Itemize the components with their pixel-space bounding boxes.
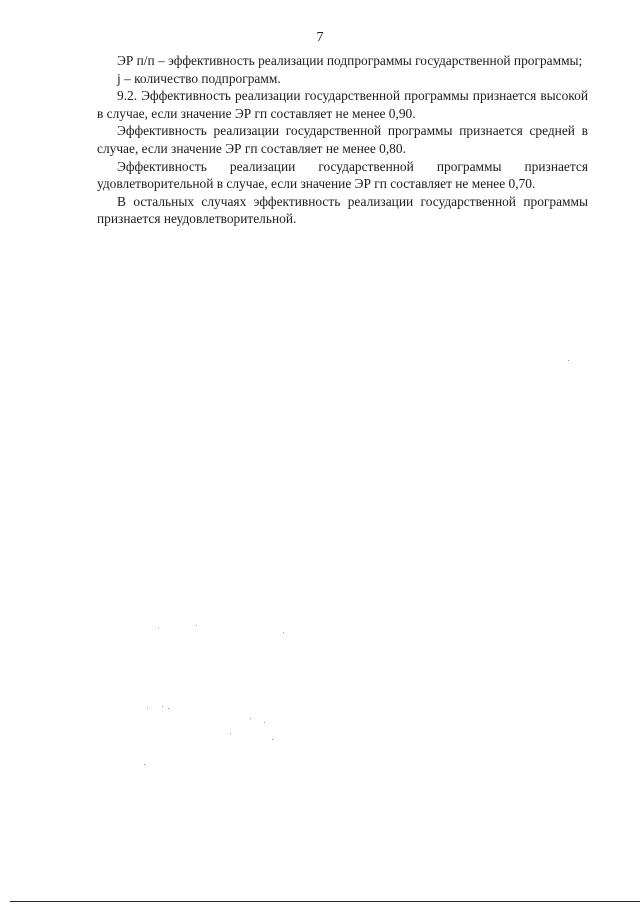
scan-speck: [147, 707, 148, 708]
document-body: [97, 52, 588, 228]
paragraph-definition-er-pp: ЭР п/п – эффективность реализации подпрограммы государственной программы;: [117, 53, 583, 68]
scan-speck: [230, 733, 231, 734]
scan-speck: [162, 706, 163, 707]
scan-speck: [196, 625, 197, 626]
bottom-edge-line: [10, 901, 640, 902]
scan-speck: [283, 632, 284, 633]
scan-speck: [568, 360, 569, 361]
scan-speck: [272, 739, 273, 740]
paragraph-high-efficiency: 9.2. Эффективность реализации государственной программы признается высокой в случае, если значение ЭР гп составляет не менее 0,90.: [97, 88, 588, 121]
scan-speck: [264, 722, 265, 723]
scan-speck: [158, 627, 159, 628]
paragraph-unsatisfactory-efficiency: В остальных случаях эффективность реализации государственной программы признается неудовлетворительной.: [97, 193, 588, 227]
scan-speck: [144, 764, 145, 765]
scan-speck: [168, 708, 169, 709]
paragraph-satisfactory-efficiency: Эффективность реализации государственной программы признается удовлетворительной в случае, если значение ЭР гп составляет не менее 0,70.: [97, 158, 588, 192]
paragraph-definition-j: j – количество подпрограмм.: [117, 70, 281, 86]
page-number: 7: [316, 30, 324, 45]
paragraph-medium-efficiency: Эффективность реализации государственной программы признается средней в случае, если значение ЭР гп составляет не менее 0,80.: [97, 123, 588, 156]
scan-speck: [250, 718, 251, 719]
